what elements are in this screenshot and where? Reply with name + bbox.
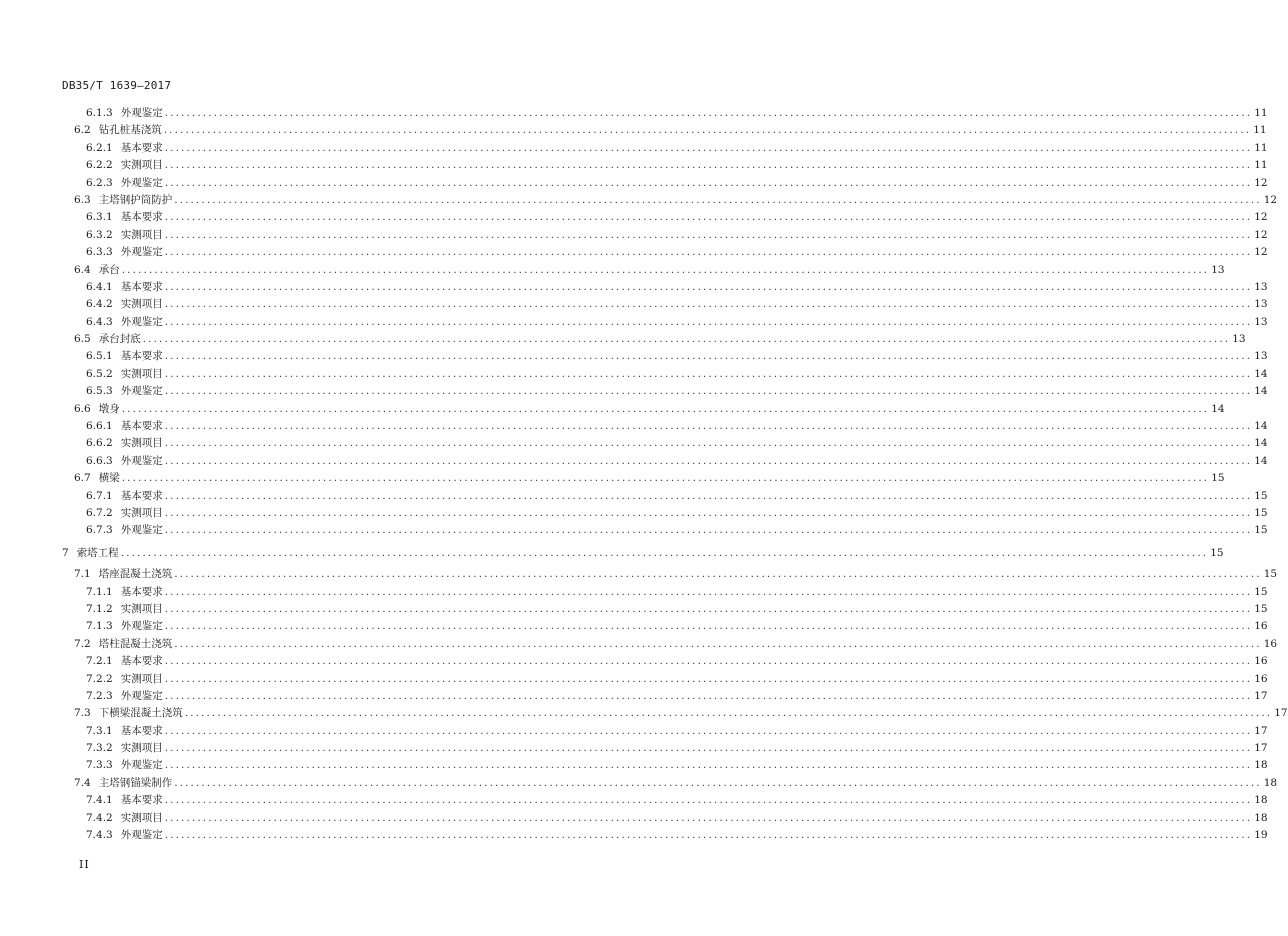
toc-entry[interactable] <box>62 314 1268 331</box>
toc-leader-dots: ........................................................................................................................................................................................................ <box>164 811 1253 824</box>
toc-entry-title: 外观鉴定 <box>120 246 163 259</box>
toc-entry-number: 7.1.3 <box>86 620 113 633</box>
toc-entry-title: 实测项目 <box>120 602 163 615</box>
toc-entry-title: 外观鉴定 <box>120 315 163 328</box>
toc-leader-dots: ........................................................................................................................................................................................................ <box>174 637 1262 650</box>
toc-entry[interactable] <box>62 122 1267 139</box>
toc-entry-page: 17 <box>1274 707 1288 720</box>
toc-entry-page: 13 <box>1211 263 1225 276</box>
toc-entry-title: 索塔工程 <box>76 546 119 559</box>
toc-leader-dots: ........................................................................................................................................................................................................ <box>164 829 1253 842</box>
toc-entry-title: 外观鉴定 <box>120 689 163 702</box>
toc-entry-number: 6.6 <box>74 402 91 415</box>
toc-entry-number: 6.5.1 <box>86 350 113 363</box>
toc-entry-title: 基本要求 <box>120 489 163 502</box>
toc-entry[interactable] <box>62 348 1268 365</box>
toc-entry[interactable] <box>62 792 1268 809</box>
toc-entry-number: 6.2.2 <box>86 159 113 172</box>
toc-entry-title: 墩身 <box>98 402 120 415</box>
toc-leader-dots: ........................................................................................................................................................................................................ <box>174 568 1262 581</box>
toc-entry-number: 7.3.2 <box>86 742 113 755</box>
toc-entry-page: 12 <box>1254 246 1268 259</box>
toc-leader-dots: ........................................................................................................................................................................................................ <box>164 620 1253 633</box>
toc-leader-dots: ........................................................................................................................................................................................................ <box>164 315 1253 328</box>
toc-entry-page: 12 <box>1254 211 1268 224</box>
toc-entry-number: 6.5.2 <box>86 367 113 380</box>
toc-leader-dots: ........................................................................................................................................................................................................ <box>164 794 1253 807</box>
toc-entry[interactable] <box>62 705 1288 722</box>
toc-entry-page: 18 <box>1254 794 1268 807</box>
toc-entry-title: 实测项目 <box>120 367 163 380</box>
toc-entry-title: 实测项目 <box>120 811 163 824</box>
toc-entry-number: 6.5.3 <box>86 385 113 398</box>
toc-entry-page: 11 <box>1254 107 1268 119</box>
toc-entry[interactable] <box>62 209 1268 226</box>
toc-entry-page: 13 <box>1254 350 1268 363</box>
toc-entry-title: 外观鉴定 <box>120 176 163 189</box>
toc-entry[interactable] <box>62 740 1268 757</box>
toc-entry-title: 外观鉴定 <box>120 524 163 537</box>
toc-entry-number: 7.1 <box>74 568 91 581</box>
toc-entry-title: 基本要求 <box>120 420 163 433</box>
toc-leader-dots: ........................................................................................................................................................................................................ <box>164 246 1253 259</box>
toc-entry[interactable] <box>62 618 1268 635</box>
toc-leader-dots: ........................................................................................................................................................................................................ <box>142 333 1231 346</box>
toc-entry-title: 主塔钢护筒防护 <box>98 193 173 206</box>
toc-entry[interactable] <box>62 401 1225 418</box>
toc-entry-page: 18 <box>1254 811 1268 824</box>
toc-entry-number: 6.2.1 <box>86 141 113 154</box>
toc-entry-title: 下横梁混凝土浇筑 <box>98 707 183 720</box>
toc-entry-number: 7.2 <box>74 637 91 650</box>
toc-entry[interactable] <box>62 262 1225 279</box>
toc-entry-number: 7.4 <box>74 776 91 789</box>
toc-entry-title: 承台 <box>98 263 120 276</box>
toc-entry-page: 12 <box>1254 228 1268 241</box>
toc-entry[interactable] <box>62 688 1268 705</box>
toc-entry-page: 15 <box>1254 524 1268 537</box>
toc-entry[interactable] <box>62 636 1278 653</box>
toc-leader-dots: ........................................................................................................................................................................................................ <box>174 776 1262 789</box>
toc-leader-dots: ........................................................................................................................................................................................................ <box>164 585 1253 598</box>
toc-leader-dots: ........................................................................................................................................................................................................ <box>164 280 1253 293</box>
toc-leader-dots: ........................................................................................................................................................................................................ <box>164 742 1253 755</box>
toc-entry-number: 7 <box>62 546 69 559</box>
toc-entry-number: 6.7 <box>74 472 91 485</box>
toc-leader-dots: ........................................................................................................................................................................................................ <box>164 506 1253 519</box>
toc-entry-page: 15 <box>1254 489 1268 502</box>
toc-leader-dots: ........................................................................................................................................................................................................ <box>164 350 1253 363</box>
toc-entry[interactable] <box>62 244 1268 261</box>
toc-leader-dots: ........................................................................................................................................................................................................ <box>164 211 1253 224</box>
toc-entry-number: 7.4.2 <box>86 811 113 824</box>
toc-entry[interactable] <box>62 192 1278 209</box>
toc-leader-dots: ........................................................................................................................................................................................................ <box>164 176 1253 189</box>
toc-leader-dots: ........................................................................................................................................................................................................ <box>164 602 1253 615</box>
toc-entry-number: 6.5 <box>74 333 91 346</box>
toc-entry-title: 基本要求 <box>120 350 163 363</box>
toc-entry-page: 13 <box>1254 315 1268 328</box>
toc-entry-number: 6.4 <box>74 263 91 276</box>
toc-entry-number: 7.4.1 <box>86 794 113 807</box>
toc-entry[interactable] <box>62 723 1268 740</box>
toc-leader-dots: ........................................................................................................................................................................................................ <box>120 546 1209 559</box>
toc-entry-number: 6.2.3 <box>86 176 113 189</box>
toc-entry-title: 外观鉴定 <box>120 454 163 467</box>
toc-entry[interactable] <box>62 757 1268 774</box>
table-of-contents <box>62 105 1288 844</box>
toc-entry[interactable] <box>62 331 1246 348</box>
toc-entry-number: 6.1.3 <box>86 107 113 119</box>
toc-entry[interactable] <box>62 157 1268 174</box>
toc-entry-number: 7.4.3 <box>86 829 113 842</box>
toc-entry-number: 7.3 <box>74 707 91 720</box>
toc-leader-dots: ........................................................................................................................................................................................................ <box>164 759 1253 772</box>
toc-entry-number: 6.3.2 <box>86 228 113 241</box>
toc-entry-title: 基本要求 <box>120 211 163 224</box>
toc-entry[interactable] <box>62 827 1268 844</box>
toc-entry[interactable] <box>62 418 1268 435</box>
toc-entry-number: 6.2 <box>74 124 91 137</box>
toc-entry-page: 15 <box>1254 506 1268 519</box>
toc-entry[interactable] <box>62 488 1268 505</box>
toc-leader-dots: ........................................................................................................................................................................................................ <box>164 655 1253 668</box>
toc-entry-title: 钻孔桩基浇筑 <box>98 124 162 137</box>
toc-entry[interactable] <box>62 140 1268 157</box>
toc-entry-number: 6.4.2 <box>86 298 113 311</box>
toc-entry-title: 承台封底 <box>98 333 141 346</box>
toc-entry-page: 12 <box>1254 176 1268 189</box>
toc-entry[interactable] <box>62 775 1278 792</box>
toc-entry-page: 18 <box>1263 776 1278 789</box>
toc-entry-page: 13 <box>1254 280 1268 293</box>
toc-entry[interactable] <box>62 522 1268 539</box>
toc-entry[interactable] <box>62 296 1268 313</box>
toc-entry-page: 15 <box>1254 602 1268 615</box>
toc-entry-number: 7.2.2 <box>86 672 113 685</box>
toc-entry-page: 15 <box>1254 585 1268 598</box>
toc-entry-title: 外观鉴定 <box>120 759 163 772</box>
toc-entry-number: 6.4.1 <box>86 280 113 293</box>
toc-entry-page: 13 <box>1254 298 1268 311</box>
toc-entry-page: 15 <box>1211 472 1225 485</box>
toc-entry-page: 14 <box>1254 367 1268 380</box>
toc-entry-page: 16 <box>1254 672 1268 685</box>
toc-entry-title: 主塔钢锚梁制作 <box>98 776 173 789</box>
toc-leader-dots: ........................................................................................................................................................................................................ <box>121 402 1210 415</box>
toc-entry[interactable] <box>62 810 1268 827</box>
toc-entry-page: 11 <box>1254 141 1268 154</box>
toc-entry-title: 实测项目 <box>120 159 163 172</box>
toc-entry-number: 6.3 <box>74 193 91 206</box>
toc-leader-dots: ........................................................................................................................................................................................................ <box>164 420 1253 433</box>
toc-entry[interactable] <box>62 105 1268 122</box>
toc-entry-number: 6.3.3 <box>86 246 113 259</box>
toc-entry-page: 16 <box>1254 620 1268 633</box>
toc-leader-dots: ........................................................................................................................................................................................................ <box>121 472 1210 485</box>
toc-leader-dots: ........................................................................................................................................................................................................ <box>164 454 1253 467</box>
toc-entry-title: 塔座混凝土浇筑 <box>98 568 173 581</box>
toc-entry-title: 基本要求 <box>120 655 163 668</box>
toc-entry-number: 6.7.2 <box>86 506 113 519</box>
toc-leader-dots: ........................................................................................................................................................................................................ <box>164 159 1253 172</box>
toc-entry[interactable] <box>62 227 1268 244</box>
toc-leader-dots: ........................................................................................................................................................................................................ <box>164 228 1253 241</box>
toc-entry[interactable] <box>62 366 1268 383</box>
toc-entry[interactable] <box>62 383 1268 400</box>
page-number: II <box>79 858 90 871</box>
toc-entry-title: 横梁 <box>98 472 120 485</box>
toc-entry-title: 基本要求 <box>120 794 163 807</box>
toc-leader-dots: ........................................................................................................................................................................................................ <box>164 385 1253 398</box>
toc-entry[interactable] <box>62 671 1268 688</box>
toc-entry[interactable] <box>62 653 1268 670</box>
toc-entry-title: 实测项目 <box>120 672 163 685</box>
toc-entry-title: 外观鉴定 <box>120 385 163 398</box>
toc-entry-number: 7.3.3 <box>86 759 113 772</box>
toc-entry-number: 6.6.3 <box>86 454 113 467</box>
toc-entry-page: 13 <box>1232 333 1246 346</box>
toc-entry[interactable] <box>62 545 1224 562</box>
toc-entry-page: 18 <box>1254 759 1268 772</box>
toc-leader-dots: ........................................................................................................................................................................................................ <box>164 489 1253 502</box>
toc-leader-dots: ........................................................................................................................................................................................................ <box>164 367 1253 380</box>
toc-entry-title: 实测项目 <box>120 228 163 241</box>
toc-entry-title: 基本要求 <box>120 141 163 154</box>
toc-entry-page: 17 <box>1254 724 1268 737</box>
toc-entry-title: 实测项目 <box>120 298 163 311</box>
toc-entry-page: 12 <box>1263 193 1278 206</box>
toc-entry-page: 11 <box>1253 124 1267 137</box>
toc-entry-title: 基本要求 <box>120 585 163 598</box>
toc-entry[interactable] <box>62 505 1268 522</box>
toc-entry[interactable] <box>62 435 1268 452</box>
toc-leader-dots: ........................................................................................................................................................................................................ <box>164 524 1253 537</box>
toc-entry-title: 基本要求 <box>120 280 163 293</box>
toc-entry[interactable] <box>62 175 1268 192</box>
toc-entry-page: 16 <box>1254 655 1268 668</box>
toc-entry-title: 基本要求 <box>120 724 163 737</box>
toc-entry-page: 17 <box>1254 742 1268 755</box>
toc-entry[interactable] <box>62 584 1268 601</box>
toc-entry-page: 14 <box>1254 437 1268 450</box>
toc-leader-dots: ........................................................................................................................................................................................................ <box>121 263 1210 276</box>
toc-entry-page: 15 <box>1210 546 1224 559</box>
toc-entry-title: 实测项目 <box>120 437 163 450</box>
toc-entry-title: 实测项目 <box>120 506 163 519</box>
toc-leader-dots: ........................................................................................................................................................................................................ <box>164 298 1253 311</box>
toc-entry[interactable] <box>62 279 1268 296</box>
toc-leader-dots: ........................................................................................................................................................................................................ <box>184 707 1273 720</box>
toc-entry-page: 11 <box>1254 159 1268 172</box>
toc-entry-title: 外观鉴定 <box>120 829 163 842</box>
toc-entry-page: 19 <box>1254 829 1268 842</box>
toc-entry-number: 7.2.1 <box>86 655 113 668</box>
toc-entry[interactable] <box>62 470 1225 487</box>
toc-entry-number: 6.7.3 <box>86 524 113 537</box>
toc-entry-number: 6.6.2 <box>86 437 113 450</box>
toc-entry-page: 17 <box>1254 689 1268 702</box>
toc-leader-dots: ........................................................................................................................................................................................................ <box>164 141 1253 154</box>
toc-leader-dots: ........................................................................................................................................................................................................ <box>164 689 1253 702</box>
toc-entry[interactable] <box>62 453 1268 470</box>
toc-entry-number: 6.7.1 <box>86 489 113 502</box>
toc-entry[interactable] <box>62 566 1278 583</box>
toc-entry-page: 14 <box>1254 454 1268 467</box>
toc-leader-dots: ........................................................................................................................................................................................................ <box>163 124 1252 137</box>
toc-leader-dots: ........................................................................................................................................................................................................ <box>164 724 1253 737</box>
toc-entry-number: 6.4.3 <box>86 315 113 328</box>
toc-entry-number: 7.1.2 <box>86 602 113 615</box>
toc-leader-dots: ........................................................................................................................................................................................................ <box>164 437 1253 450</box>
toc-leader-dots: ........................................................................................................................................................................................................ <box>174 193 1262 206</box>
toc-entry-page: 14 <box>1254 420 1268 433</box>
toc-entry-number: 6.3.1 <box>86 211 113 224</box>
toc-entry-page: 15 <box>1263 568 1278 581</box>
toc-entry-number: 6.6.1 <box>86 420 113 433</box>
toc-entry-title: 塔柱混凝土浇筑 <box>98 637 173 650</box>
toc-leader-dots: ........................................................................................................................................................................................................ <box>164 672 1253 685</box>
toc-entry-title: 外观鉴定 <box>120 107 163 119</box>
toc-entry[interactable] <box>62 601 1268 618</box>
toc-entry-title: 外观鉴定 <box>120 620 163 633</box>
toc-entry-title: 实测项目 <box>120 742 163 755</box>
toc-entry-number: 7.3.1 <box>86 724 113 737</box>
toc-entry-number: 7.1.1 <box>86 585 113 598</box>
document-header: DB35/T 1639—2017 <box>62 79 172 92</box>
toc-entry-number: 7.2.3 <box>86 689 113 702</box>
toc-entry-page: 14 <box>1254 385 1268 398</box>
toc-entry-page: 16 <box>1263 637 1278 650</box>
toc-leader-dots: ........................................................................................................................................................................................................ <box>164 107 1253 119</box>
toc-entry-page: 14 <box>1211 402 1225 415</box>
